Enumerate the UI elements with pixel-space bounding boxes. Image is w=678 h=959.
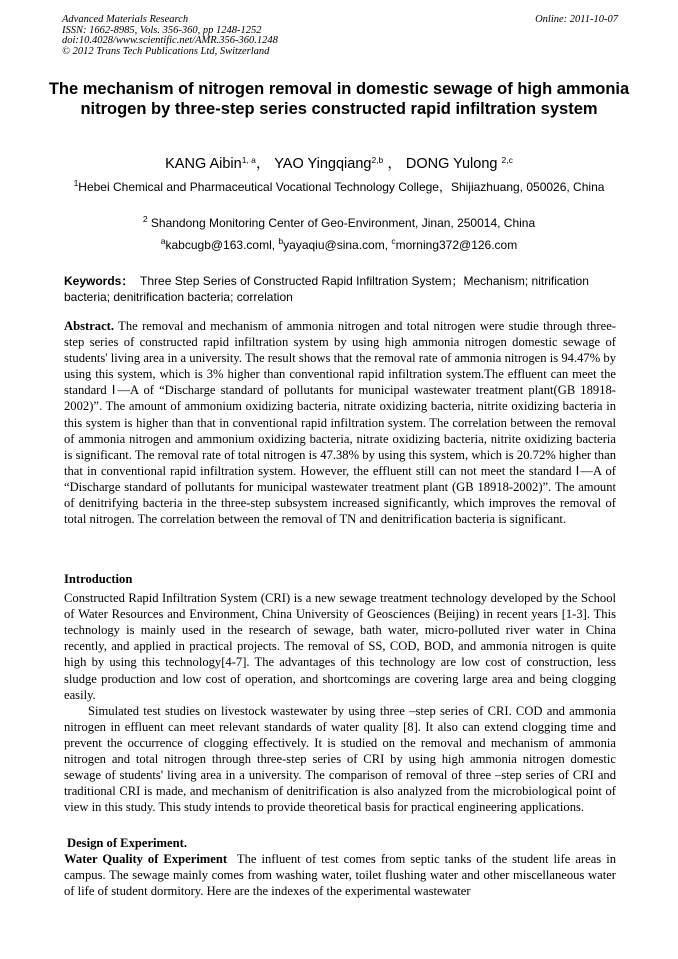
author-name: KANG Aibin [165, 156, 242, 172]
author-affiliation-mark: 1, a [241, 155, 256, 165]
author-affiliation-mark: 2,c [501, 155, 513, 165]
introduction-heading: Introduction [64, 572, 133, 586]
design-section [64, 835, 616, 899]
affiliation-mark: 1 [73, 178, 79, 188]
introduction-section [64, 571, 616, 815]
author-line [0, 152, 678, 173]
abstract-label: Abstract. [64, 319, 115, 333]
email-address[interactable]: yayaqiu@sina.com, [283, 238, 392, 252]
water-quality-text: The influent of test comes from septic tanks of the student life areas in campus. The sewage mainly comes from washing water, toilet flushing water and other miscellaneous water of life of student dormitory. Here are the indexes of the experimental wastewater [64, 852, 616, 899]
keywords [64, 274, 616, 305]
introduction-paragraph-1: Constructed Rapid Infiltration System (CRI) is a new sewage treatment technology developed by the School of Water Resources and Environment, China University of Geosciences (Beijing) in recent years [1-3]. This technology is mainly used in the research of sewage, bath water, micro-polluted river water in China recently, and applied in practical projects. The removal of SS, COD, BOD, and ammonia nitrogen is quite high by using this technology[4-7]. The advantages of this technology are low cost of construction, less sludge production and low cost of operation, and shortcomings are covering large area and being clogging easily. [64, 591, 616, 702]
abstract [64, 318, 616, 527]
email-address[interactable]: kabcugb@163.coml, [165, 238, 279, 252]
affiliation-text: Hebei Chemical and Pharmaceutical Vocational Technology College，Shijiazhuang, 050026, China [78, 180, 605, 194]
keywords-label: Keywords： [64, 274, 134, 288]
affiliation [40, 216, 638, 232]
abstract-text: The removal and mechanism of ammonia nitrogen and total nitrogen were studie through three-step series of constructed rapid infiltration system by using high ammonia nitrogen domestic sewage of students' living area in a university. The result shows that the removal rate of ammonia nitrogen is 94.47% by using this system, which is 3% higher than conventional rapid infiltration system.The effluent can meet the standard Ⅰ—A of “Discharge standard of pollutants for municipal wastewater treatment plant(GB 18918-2002)”. The amount of ammonium oxidizing bacteria, nitrate oxidizing bacteria, nitrite oxidizing bacteria in this system is higher than that in conventional rapid infiltration system. The correlation between the removal of ammonia nitrogen and ammonium oxidizing bacteria, nitrate oxidizing bacteria, nitrite oxidizing bacteria is significant. The removal rate of total nitrogen is 47.38% by using this system, which is 20.72% higher than that in conventional rapid infiltration system. However, the effluent still can not meet the standard Ⅰ—A of “Discharge standard of pollutants for municipal wastewater treatment plant (GB 18918-2002)”. The amount of denitrifying bacteria in the three-step subsystem increased significantly, which improves the removal of total nitrogen. The correlation between the removal of TN and denitrification bacteria is significant. [64, 319, 616, 527]
issn-line: ISSN: 1662-8985, Vols. 356-360, pp 1248-1252 [62, 24, 262, 36]
email-address[interactable]: morning372@126.com [395, 238, 518, 252]
author-name: DONG Yulong [405, 156, 498, 172]
copyright-line: © 2012 Trans Tech Publications Ltd, Switzerland [62, 45, 270, 57]
doi-line: doi:10.4028/www.scientific.net/AMR.356-360.1248 [62, 35, 278, 47]
keywords-text: Three Step Series of Constructed Rapid Infiltration System；Mechanism; nitrification bacteria; denitrification bacteria; correlation [64, 274, 589, 304]
water-quality-heading: Water Quality of Experiment [64, 852, 228, 867]
water-quality-paragraph [64, 851, 616, 899]
journal-header [62, 15, 618, 57]
author-affiliation-mark: 2,b [371, 155, 384, 165]
email-mark: c [391, 236, 396, 246]
author-separator: ， [255, 156, 271, 172]
affiliation [40, 180, 638, 196]
affiliation-mark: 2 [142, 214, 148, 224]
design-heading: Design of Experiment. [67, 836, 187, 850]
affiliation-text: Shandong Monitoring Center of Geo-Environment, Jinan, 250014, China [150, 216, 536, 230]
online-date: Online: 2011-10-07 [535, 14, 618, 25]
author-name: YAO Yingqiang [274, 156, 372, 172]
introduction-paragraph-2: Simulated test studies on livestock wastewater by using three –step series of CRI. COD and ammonia nitrogen in effluent can meet relevant standards of water quality [8]. It also can extend clogging time and prevent the occurrence of clogging effectively. It is studied on the removal and mechanism of ammonia nitrogen and total nitrogen through three-step series of CRI by using high ammonia nitrogen domestic sewage of students' living area in a university. The comparison of removal of three –step series of CRI and traditional CRI is made, and mechanism of denitrification is also analyzed from the microbiological point of view in this study. This study intends to provide theoretical basis for practical engineering applications. [64, 703, 616, 815]
journal-name: Advanced Materials Research [62, 14, 189, 25]
author-separator: ， [383, 156, 402, 172]
paper-title: The mechanism of nitrogen removal in domestic sewage of high ammonia nitrogen by three-step series constructed rapid infiltration system [48, 80, 630, 118]
email-mark: b [278, 236, 284, 246]
email-line [40, 238, 638, 254]
email-mark: a [160, 236, 166, 246]
